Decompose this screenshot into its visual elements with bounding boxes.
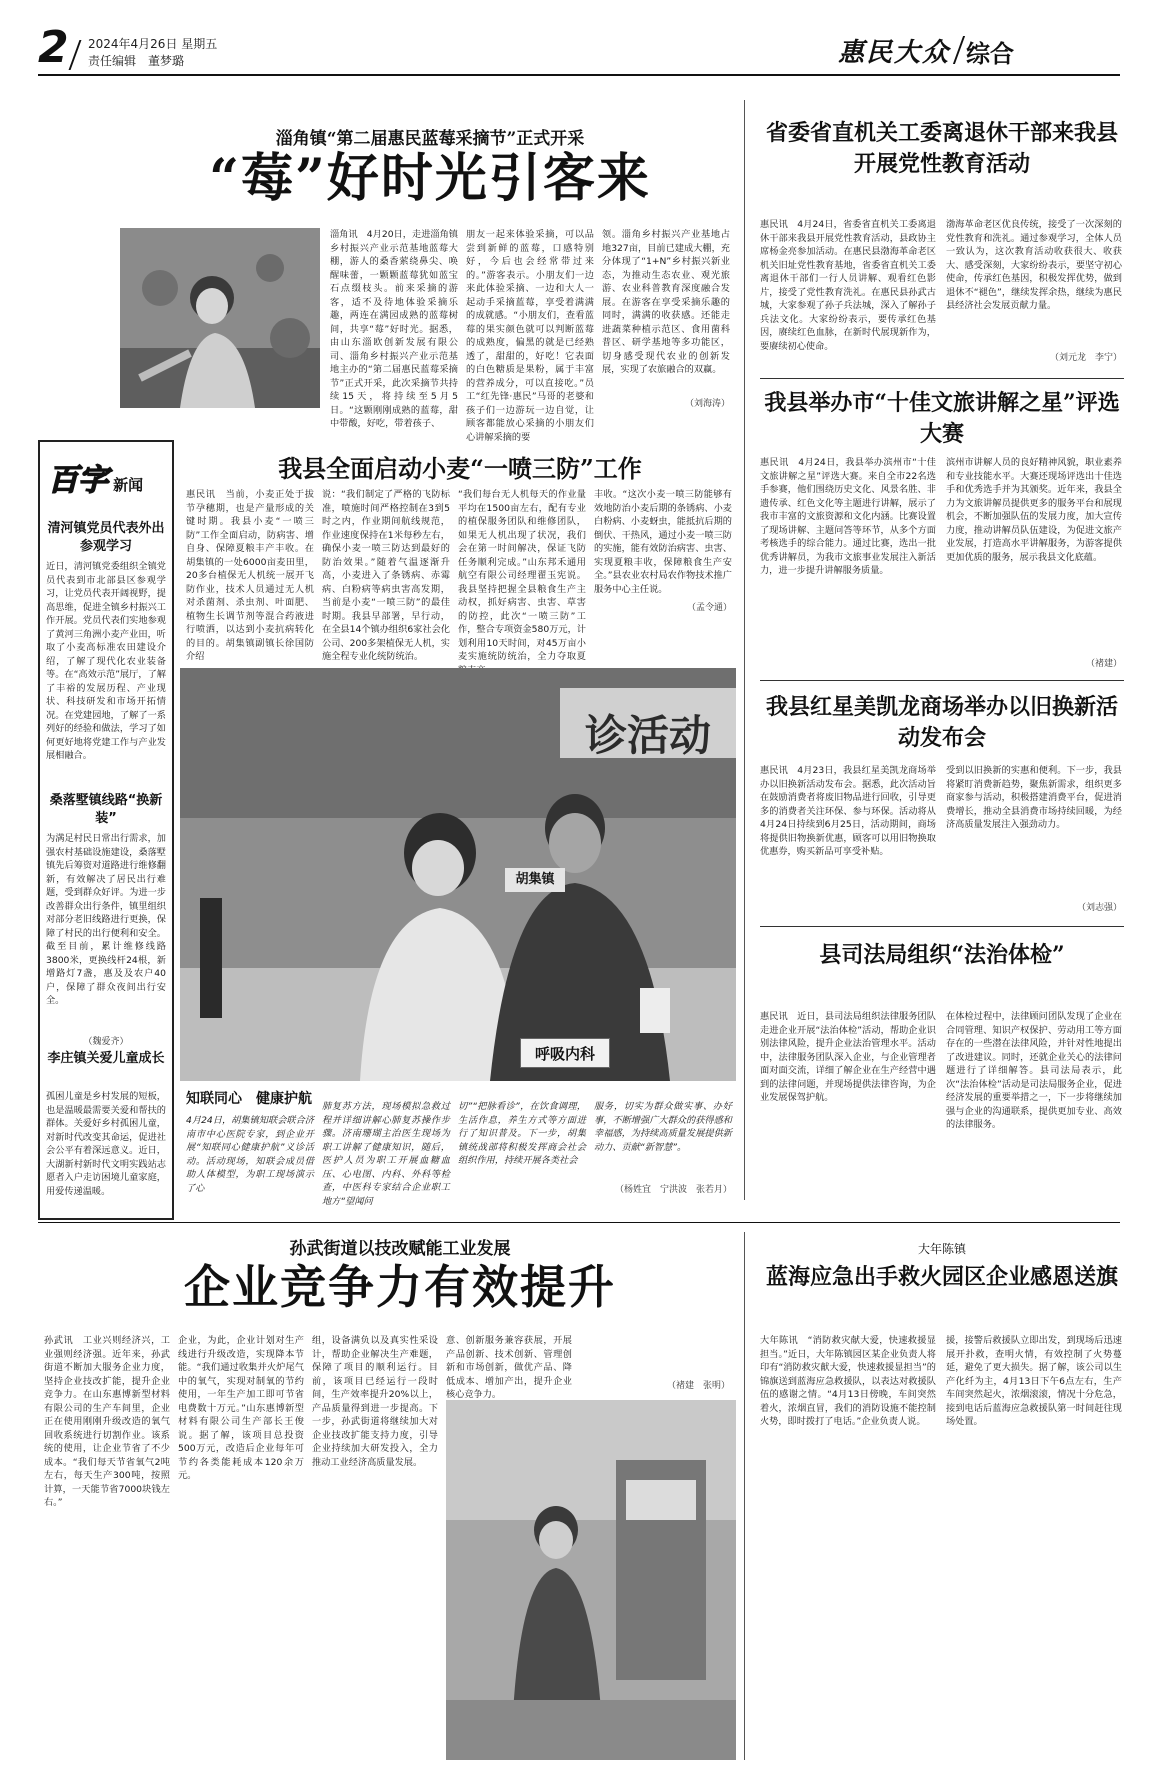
sidebar-item-title: 李庄镇关爱儿童成长 <box>47 1051 165 1066</box>
sidebar-logo-small: 新闻 <box>113 476 144 494</box>
feature-photo-banner: 诊活动 <box>584 711 711 760</box>
industry-photo-illustration <box>446 1400 736 1760</box>
feature-photo-sign-2: 呼吸内科 <box>520 1038 610 1068</box>
lead-photo <box>120 228 320 408</box>
section-name: 综合 <box>966 40 1014 68</box>
wheat-col-3: “我们每台无人机每天的作业量平均在1500亩左右，配有专业的植保服务团队和维修团队，如果无人机出现了状况，我们会在第一时间解决，保证飞防任务顺利完成。”山东邦禾通用航空有限公司经理翟玉宪说。我县坚持把握全县粮食生产主动权，抓好病害、虫害、草害的防控，此次“一喷三防”工作，整合专项资金580万元，计划利用10天时间，对45万亩小麦实施统防统治，全力夺取夏 <box>458 489 586 662</box>
industry-col-3: 组，设备满负以及真实性采设计，帮助企业解决生产难题，保障了项目的顺利运行。目前，该项目已经运行一段时间，生产效率提升20%以上，产品质量得到进一步提高。下一步，孙武街道将继续加大对企业技改扩能支持力度，引导企业持续加大研发投入，全力推动工业经济高质量发展。 <box>312 1335 438 1468</box>
industry-byline: （褚建 张明） <box>666 1381 730 1391</box>
wheat-headline: 我县全面启动小麦“一喷三防”工作 <box>278 454 642 483</box>
right-divider-2 <box>760 680 1124 681</box>
sidebar-item-body: 孤困儿童是乡村发展的短板，也是温暖最需要关爱和帮扶的群体。关爱好乡村孤困儿童，对新时代改变其命运，促进社会公平有着深远意义。近日，大湖新村新时代文明实践站志愿者入户走访困境儿童家庭，用爱传递温暖。 <box>46 1091 166 1197</box>
justice-col-2: 在体检过程中，法律顾问团队发现了企业在合同管理、知识产权保护、劳动用工等方面存在的一些潜在法律风险，并针对性地提出了改进建议。同时，还就企业关心的法律问题进行了详细解答。县司法局表示，此次“法治体检”活动是司法局服务企业，促进经济发展的重要举措之一，下一步将继续加强与企业的沟通联系，提供更加专业、高效的法律服务。 <box>946 1011 1122 1130</box>
sidebar-item-body: 近日，清河镇党委组织全镇党员代表到市北部县区参观学习，让党员代表开阔视野，提高思维，促进全镇乡村振兴工作开展。党员代表们实地参观了黄河三角洲小麦产业田，听取了小麦高标准农田建设介绍，了解了现代化农业装备等。在“高效示范”展厅，了解了丰裕的发展历程、产业现状、科技研发和市场开拓情况。在党建园地，了解了一系列好的经验和做法，学习了如何更好地将党建工作与产业发展相融合。 <box>46 561 166 761</box>
sidebar-logo <box>48 455 164 513</box>
feature-caption-col-1: 4月24日，胡集镇知联会联合济南市中心医院专家，到企业开展“知联同心健康护航”义诊活动。活动现场，知联会成员借助人体模型，为职工现场演示了心 <box>186 1115 314 1194</box>
mall-col-2: 受到以旧换新的实惠和便利。下一步，我县将紧盯消费新趋势，聚焦新需求，组织更多商家参与活动，积极搭建消费平台，促进消费增长，推动全县消费市场持续回暖，为经济高质量发展注入强劲动力。 <box>946 765 1122 830</box>
header-slash <box>69 40 82 70</box>
sidebar-item-body: 为满足村民日常出行需求，加强农村基础设施建设，桑落墅镇先后筹资对道路进行维修翻新，有效解决了居民出行难题，受到群众好评。为进一步改善群众出行条件，镇里组织对部分老旧线路进行更换，保障了村民的出行便利和安全。截至目前，累计维修线路3800米，更换线杆24根，新增路灯7盏，惠及及农户40户，保障了群众夜间出行安全。 <box>46 833 166 1006</box>
fire-col-2: 援，接警后救援队立即出发，到现场后迅速展开扑救，查明火情，有效控制了火势蔓延，避免了更大损失。据了解，该公司以生产化纤为主，4月13日下午6点左右，生产车间突然起火，浓烟滚滚，情况十分危急，接到电话后蓝海应急救援队第一时间赶往现场处置。 <box>946 1335 1122 1427</box>
header-date: 2024年4月26日 星期五 <box>88 37 218 51</box>
tourism-headline: 我县举办市“十佳文旅讲解之星”评选大赛 <box>764 390 1120 447</box>
feature-caption-col-4: 服务，切实为群众做实事、办好事，不断增强广大群众的获得感和幸福感，为持续高质量发展提供新动力、贡献“新智慧”。 <box>594 1101 732 1153</box>
industry-kicker: 孙武街道以技改赋能工业发展 <box>289 1239 511 1259</box>
right-top-headline: 省委省直机关工委离退休干部来我县开展党性教育活动 <box>765 120 1118 177</box>
header-rule <box>38 74 1120 76</box>
header-editor: 责任编辑 董梦璐 <box>88 54 185 68</box>
newspaper-brand: 惠民大众 <box>838 38 951 68</box>
lead-kicker: 淄角镇“第二届惠民蓝莓采摘节”正式开采 <box>275 129 585 149</box>
industry-col-4: 意、创新服务兼容获展，开展产品创新、技术创新、管理创新和市场创新，做优产品、降低成本、增加产出，提升企业核心竞争力。 <box>446 1335 572 1400</box>
column-divider-lower <box>744 1232 745 1760</box>
sidebar-item-byline: （魏爱齐） <box>83 1037 129 1047</box>
tourism-col-1: 惠民讯 4月24日，我县举办滨州市“十佳文旅讲解之星”评选大赛。来自全市22名选手参赛，他们围绕历史文化、风景名胜、非遗传承、红色文化等主题进行讲解，展示了我市丰富的文旅资源和文化内涵。比赛设置了现场讲解、主题问答等环节，从多个方面考核选手的综合能力。通过比赛，选出一批优秀讲解员，为我市文旅事业发展注入新活力，进一步提升讲解服务质量。 <box>760 457 936 576</box>
lead-col-3: 领。淄角乡村振兴产业基地占地327亩，目前已建成大棚，充分体现了“1+N”乡村振兴新业态，为推动生态农业、观光旅游、农业科普教育深度融合发展。在游客在享受采摘乐趣的同时，满满的收获感。还能走进蔬菜种植示范区、食用菌科普区、研学基地等多功能区，切身感受现代农业的创新发展，实现了农旅融合的双赢。 <box>602 229 730 375</box>
wheat-byline: （孟令通） <box>686 603 732 613</box>
industry-headline: 企业竞争力有效提升 <box>184 1260 616 1314</box>
right-divider-1 <box>760 378 1124 379</box>
wheat-col-2: 说：“我们制定了严格的飞防标准，喷施时间严格控制在3到5时之内，作业期间航线规范，作业速度保持在1米每秒左右，确保小麦一喷三防达到最好的防治效果。”随着气温逐渐升高，小麦进入了条锈病、赤霉病、白粉病等病虫害高发期，当前是小麦“一喷三防”的最佳时期。我县早部署，早行动，在全县14个镇办组织6家社会化公司、200多架植保无人机，实施全程专业化统防统治。 <box>322 489 450 662</box>
wheat-col-1: 惠民讯 当前，小麦正处于拔节孕穗期，也是产量形成的关键时期。我县小麦“一喷三防”工作全面启动，防病害、增自身、保障夏粮丰产丰收。在胡集镇的一处6000亩麦田里，20多台植保无人机统一展开飞防作业，技术人员通过无人机对杀菌剂、杀虫剂、叶面肥、植物生长调节剂等混合药液进行喷洒，以达到小麦抗病转化的目的。胡集镇副镇长徐国防介绍 <box>186 489 314 662</box>
tourism-byline: （褚建） <box>1085 659 1122 669</box>
right-divider-3 <box>760 926 1124 927</box>
lead-photo-illustration <box>120 228 320 408</box>
sidebar-item-title: 清河镇党员代表外出参观学习 <box>47 521 165 554</box>
feature-byline: （杨姓宜 宁洪波 张若月） <box>614 1185 732 1195</box>
right-top-col-1: 惠民讯 4月24日，省委省直机关工委离退休干部来我县开展党性教育活动，县政协主席杨金亮参加活动。在惠民县渤海革命老区机关旧址党性教育基地，省委省直机关工委离退休干部们一行人员讲解、观看红色影片，接受了党性教育洗礼。在惠民县孙武古城，大家参观了孙子兵法城，深入了解孙子兵法文化。大家纷纷表示，要传承红色基因，赓续红色血脉，在新时代展现新作为，要赓续初心使命。 <box>760 219 936 352</box>
mall-byline: （刘志强） <box>1076 903 1122 913</box>
feature-photo-sign-1: 胡集镇 <box>505 868 565 892</box>
fire-kicker: 大年陈镇 <box>917 1242 966 1256</box>
feature-photo <box>180 668 736 1081</box>
right-top-col-2: 渤海革命老区优良传统，接受了一次深刻的党性教育和洗礼。通过参观学习，全体人员一致认为，这次教育活动收获很大、收获大、感受深刻，大家纷纷表示，要坚守初心使命，传承红色基因，积极发挥优势，做到退休不“褪色”，继续发挥余热，继续为惠民县经济社会发展贡献力量。 <box>946 219 1122 311</box>
lead-col-2: 朋友一起来体验采摘，可以品尝到新鲜的蓝莓，口感特别好，今后也会经常带过来的。”游客表示。小朋友们一边来此体验采摘、一边和大人一起动手采摘蓝莓，享受着满满的成就感。“小朋友们，查看蓝莓的果实颜色就可以判断蓝莓的成熟度，偏黑的就是已经熟透了，甜甜的，好吃！它表面的白色糖质是果粉，属于丰富的营养成分，可以直接吃。”员工“红先锋·惠民”马哥的老婆和孩子们一边游玩一边自觉，让顾客都能放心采摘的小朋友们心讲解采摘的要 <box>466 229 594 443</box>
feature-caption-col-2: 肺复苏方法，现场模拟急救过程并详细讲解心肺复苏操作步骤。济南珊瑚主治医生现场为职工讲解了健康知识，随后，医护人员为职工开展血糖血压、心电图、内科、外科等检查，中医科专家结合企业职工地方“望闻问 <box>322 1101 450 1207</box>
lower-divider <box>38 1222 1120 1223</box>
fire-headline: 蓝海应急出手救火园区企业感恩送旗 <box>765 1264 1118 1290</box>
page-number: 2 <box>38 22 69 73</box>
fire-col-1: 大年陈讯 “消防救灾献大爱，快速救援显担当。”近日，大年陈镇园区某企业负责人将印有“消防救灾献大爱，快速救援显担当”的锦旗送到蓝海应急救援队，以表达对救援队伍的感谢之情。“4月13日傍晚，车间突然着火，浓烟直冒，我们的消防设施不能控制火势，即时拨打了电话。”企业负责人说。 <box>760 1335 936 1427</box>
sidebar-item-title: 桑落墅镇线路“换新装” <box>49 793 163 826</box>
industry-photo <box>446 1400 736 1760</box>
header-slash-right <box>953 36 965 64</box>
justice-headline: 县司法局组织“法治体检” <box>819 942 1065 968</box>
sidebar-logo-big: 百字 <box>48 463 108 498</box>
lead-col-1: 淄角讯 4月20日，走进淄角镇乡村振兴产业示范基地蓝莓大棚，游人的桑香萦绕鼻尖、唤醒味蕾，一颗颗蓝莓犹如蓝宝石点缀枝头。前来采摘的游客，适不及待地体验采摘乐趣，两连在满园成熟的蓝莓树间，共享“莓”好时光。据悉，由山东淄欧创新发展有限公司、淄角乡村振兴产业示范基地主办的“第二届惠民蓝莓采摘节”正式开采，此次采摘节共持续15天，将持续至5月5日。“这颗刚刚成熟的蓝莓，甜中带酸，好吃，带着孩子、 <box>330 229 458 429</box>
mall-headline: 我县红星美凯龙商场举办以旧换新活动发布会 <box>765 694 1118 751</box>
tourism-col-2: 滨州市讲解人员的良好精神风貌，职业素养和专业技能水平。大赛还现场评选出十佳选手和优秀选手并为其颁奖。近年来，我县全力为文旅讲解员提供更多的服务平台和展现机会，不断加强队伍的发展力度，加大宣传力度，推动讲解员队伍建设，为促进文旅产业发展，打造高水平讲解服务，为游客提供更加优质的服务，展示我县文化底蕴。 <box>946 457 1122 563</box>
industry-col-1: 孙武讯 工业兴则经济兴，工业强则经济强。近年来，孙武街道不断加大服务企业力度，坚持企业技改扩能，提升企业竞争力。在山东惠博新型材料有限公司的生产车间里，企业正在使用刚刚升级改造的氧气回收系统进行切割作业。该系统的使用，让企业节省了不少成本。“我们每天节省氧气2吨左右，每天生产300吨，按照计算，一天能节省7000块钱左右。” <box>44 1335 170 1508</box>
wheat-col-4: 丰收。“这次小麦一喷三防能够有效地防治小麦后期的条锈病、小麦白粉病、小麦蚜虫，能抵抗后期的倒伏、干热风，通过小麦一喷三防的实施，能有效防治病害、虫害、实现夏粮丰收，保障粮食生产安全。”县农业农村局农作物技术推广服务中心主任说。 <box>594 489 732 595</box>
lead-byline: （刘海涛） <box>684 399 730 409</box>
industry-col-4b <box>580 1334 730 1364</box>
industry-col-2: 企业，为此，企业计划对生产线进行升级改造，实现降本节能。“我们通过收集并火炉尾气中的氧气，实现对制氧的节约使用，一年生产加工即可节省电费数十万元。”山东惠博新型材料有限公司生产部长王俊说。据了解，该项目总投资500万元，改造后企业每年可节约各类能耗成本120余万元。 <box>178 1335 304 1481</box>
feature-caption-col-3: 切”“把脉看诊”，在饮食调理，生活作息，养生方式等方面进行了知识普及。下一步，胡集镇统战部将积极发挥商会社会组织作用，持续开展各类社会 <box>458 1101 586 1166</box>
mall-col-1: 惠民讯 4月23日，我县红星美凯龙商场举办以旧换新活动发布会。据悉，此次活动旨在鼓励消费者将废旧物品进行回收，引导更多的消费者关注环保、参与环保。活动将从4月24日持续到6月25日，活动期间，商场将提供旧物换新优惠，顾客可以用旧物换取优惠券，购买新品可享受补贴。 <box>760 765 936 857</box>
lead-headline: “莓”好时光引客来 <box>209 148 651 209</box>
justice-col-1: 惠民讯 近日，县司法局组织法律服务团队走进企业开展“法治体检”活动，帮助企业识别法律风险，提升企业法治管理水平。活动中，法律服务团队深入企业，与企业管理者面对面交流，详细了解企业在生产经营中遇到的法律问题，并现场提供法律咨询，为企业发展保驾护航。 <box>760 1011 936 1103</box>
right-top-byline: （刘元龙 李宁） <box>1049 353 1122 363</box>
column-divider-right <box>744 100 745 1200</box>
feature-caption-title: 知联同心 健康护航 <box>186 1091 312 1107</box>
